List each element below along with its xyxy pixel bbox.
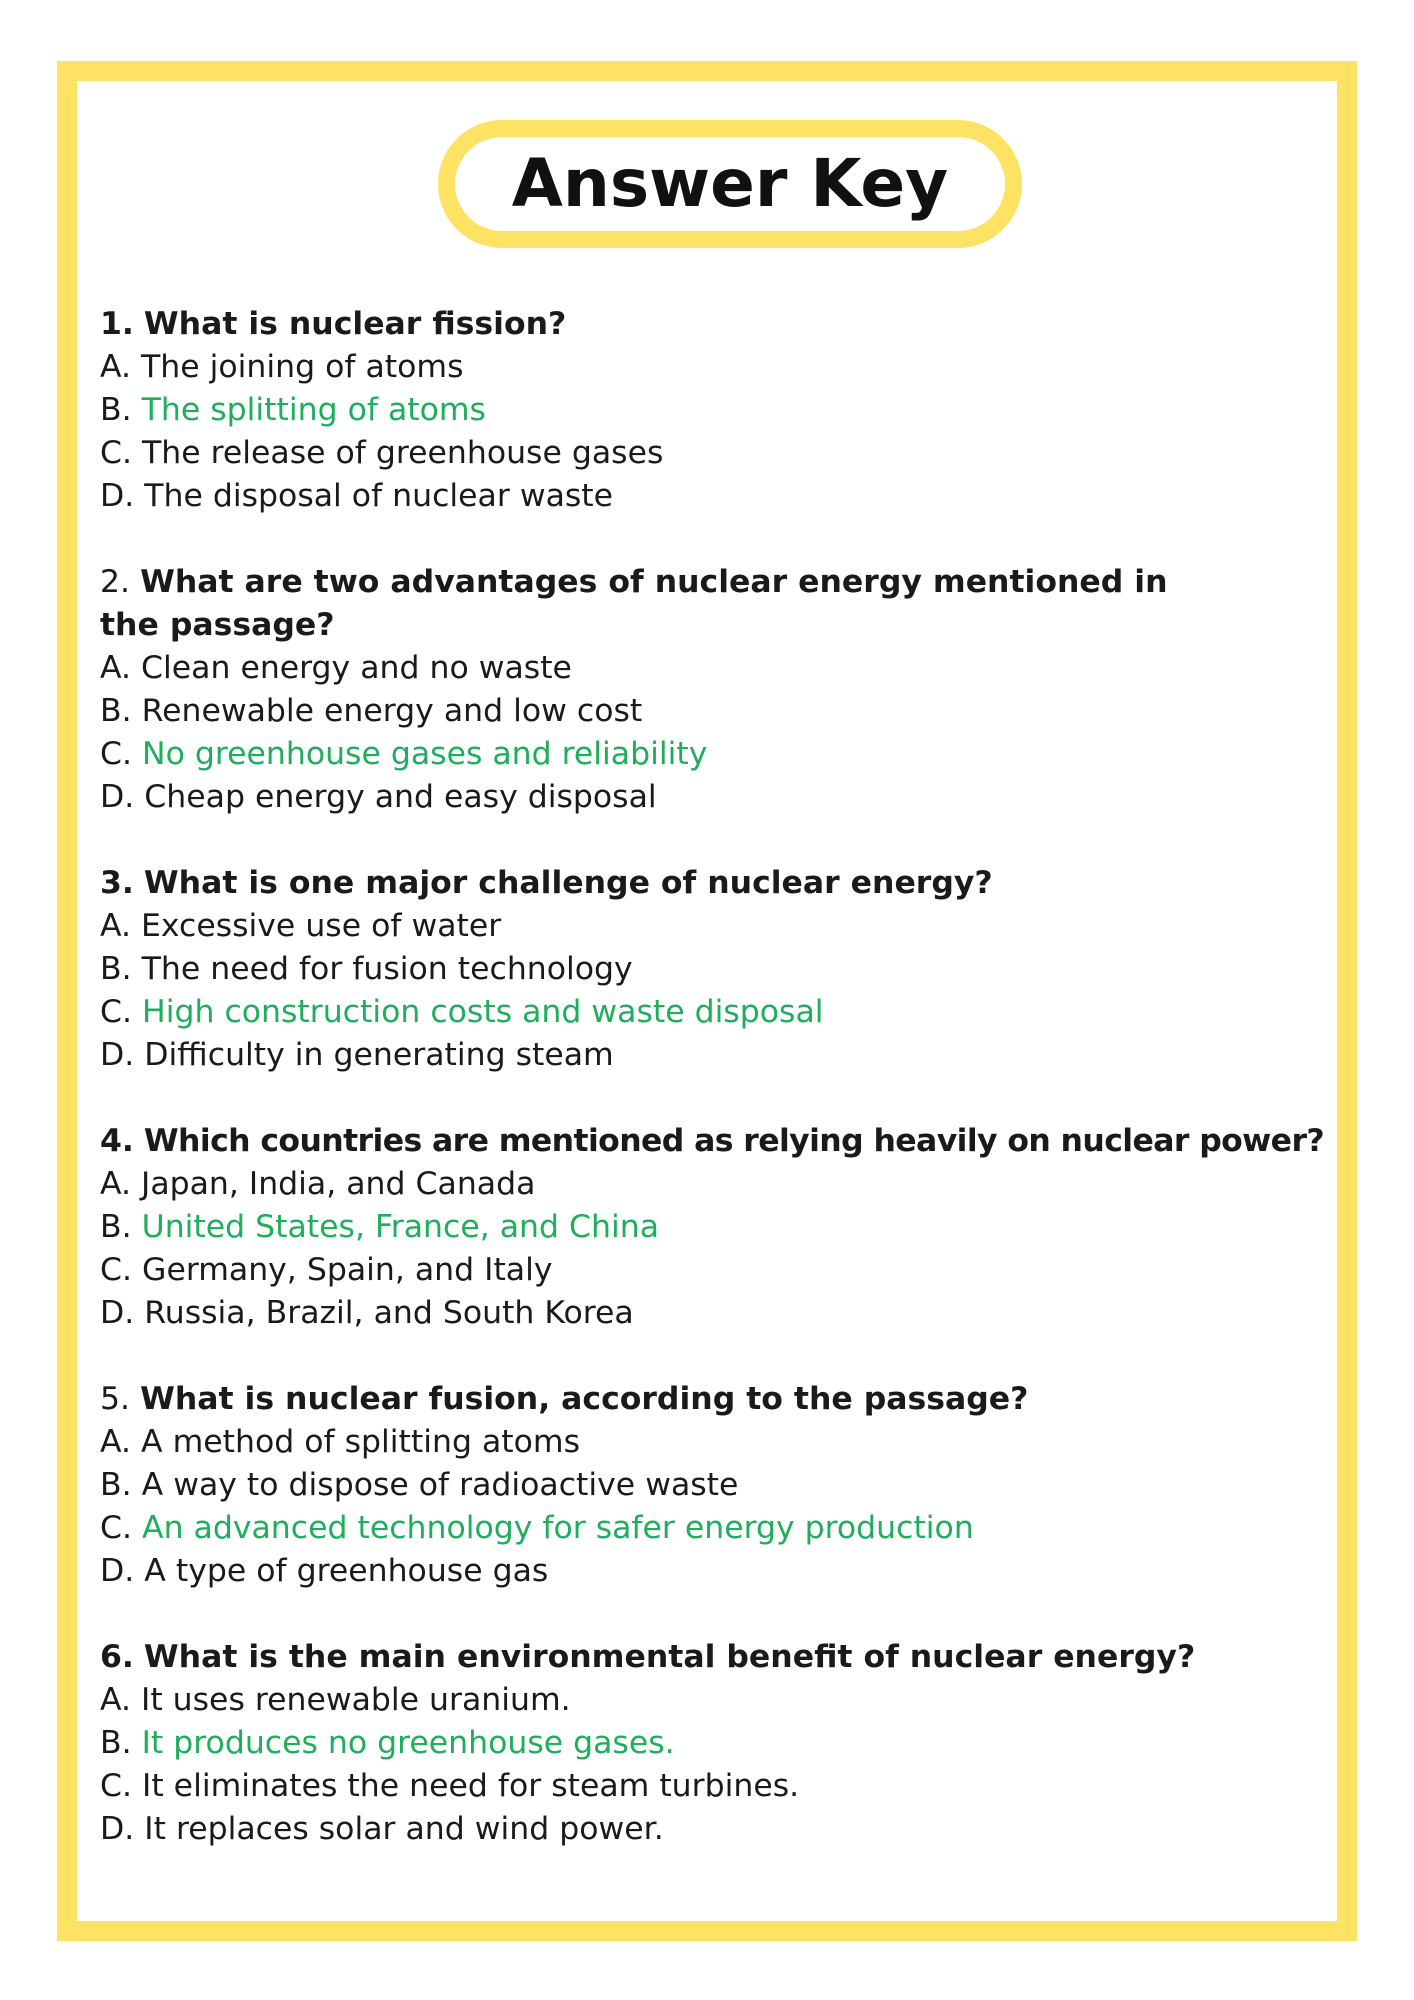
option-letter: A. (100, 908, 132, 944)
option-letter: C. (100, 994, 133, 1030)
option-letter: D. (100, 1295, 135, 1331)
question-5-prompt (100, 1378, 1340, 1421)
question-4-option-c (100, 1249, 1340, 1292)
question-2-option-c (100, 733, 1340, 776)
option-text: The need for fusion technology (141, 951, 633, 987)
option-text: Difficulty in generating steam (144, 1037, 614, 1073)
option-text: It eliminates the need for steam turbines. (142, 1768, 800, 1804)
option-text: It uses renewable uranium. (141, 1682, 571, 1718)
option-text: Germany, Spain, and Italy (142, 1252, 553, 1288)
question-2-prompt (100, 561, 1210, 647)
option-text: Excessive use of water (141, 908, 502, 944)
correct-answer-text: The splitting of atoms (141, 392, 486, 428)
question-1-option-a (100, 346, 1340, 389)
question-3-text: What is one major challenge of nuclear energy? (143, 865, 993, 901)
option-letter: A. (100, 650, 132, 686)
correct-answer-text: No greenhouse gases and reliability (142, 736, 708, 772)
option-text: The disposal of nuclear waste (144, 478, 614, 514)
option-letter: D. (100, 1037, 135, 1073)
question-4-option-a (100, 1163, 1340, 1206)
question-5-option-d (100, 1550, 1340, 1593)
option-text: The release of greenhouse gases (142, 435, 664, 471)
option-text: Cheap energy and easy disposal (144, 779, 657, 815)
question-1 (100, 303, 1340, 518)
question-1-number: 1. (100, 306, 134, 342)
question-4 (100, 1120, 1340, 1335)
question-2-option-b (100, 690, 1340, 733)
question-2-option-d (100, 776, 1340, 819)
option-letter: B. (100, 951, 132, 987)
question-5 (100, 1378, 1340, 1593)
question-5-option-c (100, 1507, 1340, 1550)
question-5-option-b (100, 1464, 1340, 1507)
option-letter: C. (100, 736, 133, 772)
question-1-prompt (100, 303, 1340, 346)
question-1-option-c (100, 432, 1340, 475)
question-3-option-b (100, 948, 1340, 991)
option-text: The joining of atoms (141, 349, 464, 385)
question-6-option-c (100, 1765, 1340, 1808)
option-letter: D. (100, 1811, 135, 1847)
question-1-option-b (100, 389, 1340, 432)
correct-answer-text: High construction costs and waste disposal (142, 994, 824, 1030)
option-text: Russia, Brazil, and South Korea (144, 1295, 634, 1331)
question-3 (100, 862, 1340, 1077)
option-letter: B. (100, 1209, 132, 1245)
option-letter: B. (100, 1467, 132, 1503)
question-6-option-b (100, 1722, 1340, 1765)
question-4-text: Which countries are mentioned as relying heavily on nuclear power? (143, 1123, 1325, 1159)
option-letter: D. (100, 478, 135, 514)
option-letter: C. (100, 1768, 133, 1804)
answer-list (100, 303, 1340, 1894)
question-6-prompt (100, 1636, 1340, 1679)
question-1-text: What is nuclear fission? (143, 306, 567, 342)
option-letter: A. (100, 1166, 132, 1202)
correct-answer-text: United States, France, and China (141, 1209, 659, 1245)
question-2 (100, 561, 1340, 819)
question-6-option-a (100, 1679, 1340, 1722)
option-letter: C. (100, 1510, 133, 1546)
question-5-option-a (100, 1421, 1340, 1464)
option-letter: B. (100, 1725, 132, 1761)
option-text: It replaces solar and wind power. (144, 1811, 664, 1847)
question-3-number: 3. (100, 865, 134, 901)
correct-answer-text: An advanced technology for safer energy production (142, 1510, 974, 1546)
question-4-option-b (100, 1206, 1340, 1249)
question-3-option-c (100, 991, 1340, 1034)
question-6-option-d (100, 1808, 1340, 1851)
question-6 (100, 1636, 1340, 1851)
option-text: A way to dispose of radioactive waste (141, 1467, 739, 1503)
option-letter: B. (100, 693, 132, 729)
question-5-number: 5. (100, 1381, 131, 1417)
option-letter: A. (100, 1682, 132, 1718)
option-letter: D. (100, 779, 135, 815)
question-3-option-d (100, 1034, 1340, 1077)
correct-answer-text: It produces no greenhouse gases. (141, 1725, 675, 1761)
option-text: A type of greenhouse gas (144, 1553, 549, 1589)
question-3-option-a (100, 905, 1340, 948)
question-6-text: What is the main environmental benefit of nuclear energy? (143, 1639, 1196, 1675)
question-6-number: 6. (100, 1639, 134, 1675)
option-text: A method of splitting atoms (141, 1424, 580, 1460)
option-text: Renewable energy and low cost (141, 693, 643, 729)
option-letter: B. (100, 392, 132, 428)
option-letter: C. (100, 435, 133, 471)
option-text: Japan, India, and Canada (141, 1166, 536, 1202)
question-1-option-d (100, 475, 1340, 518)
question-4-number: 4. (100, 1123, 134, 1159)
option-text: Clean energy and no waste (141, 650, 572, 686)
question-2-number: 2. (100, 564, 131, 600)
question-4-prompt (100, 1120, 1340, 1163)
question-5-text: What is nuclear fusion, according to the passage? (140, 1381, 1029, 1417)
page-title: Answer Key (511, 145, 949, 222)
question-3-prompt (100, 862, 1340, 905)
title-badge (438, 120, 1022, 248)
question-4-option-d (100, 1292, 1340, 1335)
question-2-text: What are two advantages of nuclear energy mentioned in the passage? (100, 564, 1168, 643)
option-letter: A. (100, 1424, 132, 1460)
option-letter: D. (100, 1553, 135, 1589)
question-2-option-a (100, 647, 1340, 690)
option-letter: C. (100, 1252, 133, 1288)
option-letter: A. (100, 349, 132, 385)
